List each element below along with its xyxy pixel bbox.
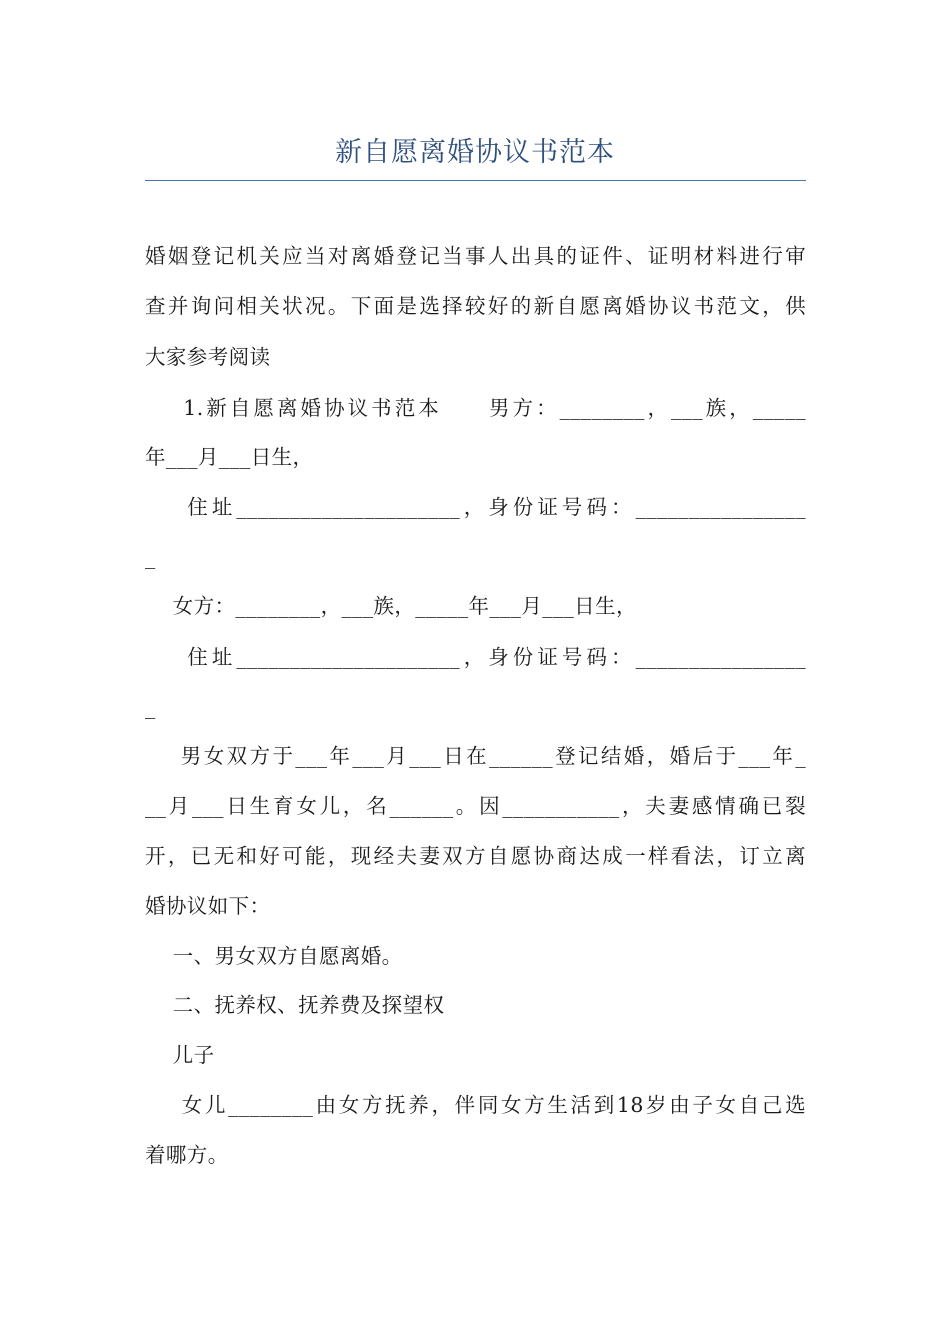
body-line: 着哪方。 (145, 1143, 229, 1167)
body-line: 1.新自愿离婚协议书范本 男方：________，___族，_____ (145, 396, 806, 420)
body-line: 大家参考阅读 (145, 345, 271, 369)
body-line: 查并询问相关状况。下面是选择较好的新自愿离婚协议书范文，供 (145, 294, 806, 318)
body-line: _ (145, 545, 156, 569)
body-line: 住址_____________________，身份证号码：________________ (145, 495, 806, 519)
body-line: _ (145, 695, 156, 719)
document-title: 新自愿离婚协议书范本 (335, 137, 615, 168)
body-line: 一、男女双方自愿离婚。 (145, 944, 403, 968)
body-line: 婚协议如下： (145, 894, 271, 918)
body-line: 年___月___日生， (145, 445, 314, 469)
body-line: 住址_____________________，身份证号码：________________ (145, 645, 806, 669)
title-underline (145, 180, 806, 181)
body-line: 开，已无和好可能，现经夫妻双方自愿协商达成一样看法，订立离 (145, 844, 806, 868)
body-line: 女方：________，___族，_____年___月___日生， (145, 594, 637, 618)
body-line: 儿子 (145, 1043, 215, 1067)
body-line: 二、抚养权、抚养费及探望权 (145, 993, 445, 1017)
body-line: 婚姻登记机关应当对离婚登记当事人出具的证件、证明材料进行审 (145, 244, 806, 268)
body-line: 男女双方于___年___月___日在______登记结婚，婚后于___年_ (145, 744, 806, 768)
body-line: 女儿________由女方抚养，伴同女方生活到18岁由子女自己选 (145, 1093, 806, 1117)
body-line: __月___日生育女儿，名______。因___________，夫妻感情确已裂 (145, 794, 806, 818)
